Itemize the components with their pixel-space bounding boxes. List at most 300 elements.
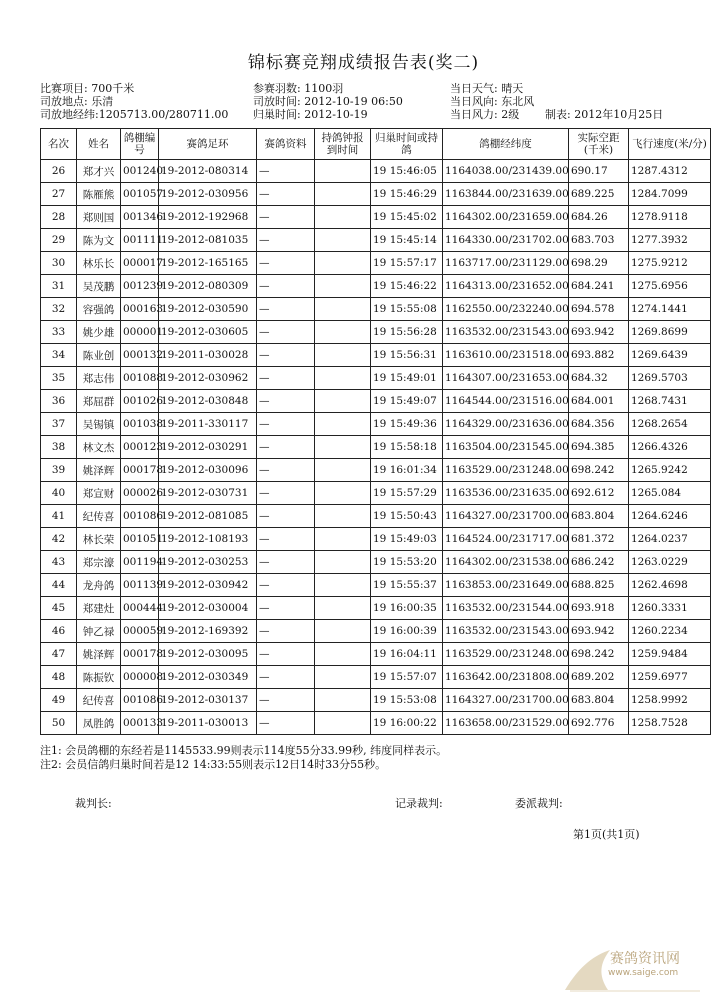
cell-info: —	[257, 344, 315, 367]
cell-ring: 19-2012-030291	[159, 436, 257, 459]
cell-info: —	[257, 183, 315, 206]
release-time: 司放时间: 2012-10-19 06:50	[253, 95, 403, 108]
cell-loft: 000132	[121, 344, 159, 367]
cell-time: 19 16:01:34	[371, 459, 443, 482]
watermark-url: www.saige.com	[608, 968, 679, 978]
table-row	[41, 574, 711, 597]
cell-distance: 688.825	[569, 574, 629, 597]
cell-clock	[315, 505, 371, 528]
cell-ring: 19-2012-030004	[159, 597, 257, 620]
cell-distance: 684.241	[569, 275, 629, 298]
cell-info: —	[257, 505, 315, 528]
cell-distance: 698.242	[569, 643, 629, 666]
table-row	[41, 252, 711, 275]
cell-rank: 30	[41, 252, 77, 275]
cell-name: 姚泽辉	[77, 643, 121, 666]
table-row	[41, 390, 711, 413]
cell-name: 郑则国	[77, 206, 121, 229]
cell-clock	[315, 183, 371, 206]
cell-speed: 1264.0237	[629, 528, 711, 551]
cell-info: —	[257, 321, 315, 344]
cell-distance: 684.001	[569, 390, 629, 413]
cell-loft: 000001	[121, 321, 159, 344]
cell-ring: 19-2012-030731	[159, 482, 257, 505]
cell-clock	[315, 666, 371, 689]
cell-info: —	[257, 712, 315, 735]
cell-time: 19 15:49:01	[371, 367, 443, 390]
cell-loft: 001240	[121, 160, 159, 183]
cell-coords: 1163717.00/231129.00	[443, 252, 569, 275]
release-coords: 司放地经纬:1205713.00/280711.00	[40, 108, 229, 121]
cell-info: —	[257, 482, 315, 505]
cell-speed: 1275.9212	[629, 252, 711, 275]
cell-distance: 683.804	[569, 505, 629, 528]
cell-coords: 1163853.00/231649.00	[443, 574, 569, 597]
cell-speed: 1263.0229	[629, 551, 711, 574]
delegate-referee-label: 委派裁判:	[515, 797, 563, 810]
cell-info: —	[257, 275, 315, 298]
table-row	[41, 321, 711, 344]
cell-speed: 1264.6246	[629, 505, 711, 528]
cell-info: —	[257, 206, 315, 229]
release-location: 司放地点: 乐清	[40, 95, 114, 108]
table-row	[41, 528, 711, 551]
cell-time: 19 15:57:29	[371, 482, 443, 505]
cell-info: —	[257, 666, 315, 689]
cell-ring: 19-2011-030013	[159, 712, 257, 735]
cell-time: 19 15:53:08	[371, 689, 443, 712]
cell-clock	[315, 620, 371, 643]
wind-force: 当日风力: 2级	[450, 108, 520, 121]
table-row	[41, 597, 711, 620]
cell-ring: 19-2012-165165	[159, 252, 257, 275]
cell-clock	[315, 482, 371, 505]
cell-loft: 000017	[121, 252, 159, 275]
cell-clock	[315, 551, 371, 574]
cell-clock	[315, 321, 371, 344]
cell-info: —	[257, 689, 315, 712]
header-info: 赛鸽资料	[257, 129, 315, 160]
cell-ring: 19-2012-030848	[159, 390, 257, 413]
cell-info: —	[257, 574, 315, 597]
cell-ring: 19-2012-030137	[159, 689, 257, 712]
cell-distance: 698.242	[569, 459, 629, 482]
cell-coords: 1164330.00/231702.00	[443, 229, 569, 252]
cell-name: 吴茂鹏	[77, 275, 121, 298]
cell-speed: 1265.9242	[629, 459, 711, 482]
cell-name: 纪传喜	[77, 505, 121, 528]
cell-loft: 001038	[121, 413, 159, 436]
cell-loft: 000178	[121, 643, 159, 666]
cell-distance: 684.26	[569, 206, 629, 229]
cell-clock	[315, 413, 371, 436]
table-row	[41, 298, 711, 321]
cell-loft: 001086	[121, 689, 159, 712]
table-row	[41, 275, 711, 298]
cell-coords: 1164307.00/231653.00	[443, 367, 569, 390]
cell-ring: 19-2012-030942	[159, 574, 257, 597]
cell-ring: 19-2012-169392	[159, 620, 257, 643]
cell-ring: 19-2012-108193	[159, 528, 257, 551]
cell-loft: 000163	[121, 298, 159, 321]
cell-rank: 47	[41, 643, 77, 666]
cell-loft: 000008	[121, 666, 159, 689]
cell-distance: 692.776	[569, 712, 629, 735]
table-row	[41, 206, 711, 229]
cell-coords: 1164544.00/231516.00	[443, 390, 569, 413]
cell-name: 林长荣	[77, 528, 121, 551]
cell-speed: 1269.6439	[629, 344, 711, 367]
cell-time: 19 15:45:14	[371, 229, 443, 252]
cell-name: 容强鸽	[77, 298, 121, 321]
cell-distance: 689.225	[569, 183, 629, 206]
table-row	[41, 459, 711, 482]
cell-time: 19 15:55:37	[371, 574, 443, 597]
cell-distance: 681.372	[569, 528, 629, 551]
table-row	[41, 229, 711, 252]
table-row	[41, 643, 711, 666]
cell-coords: 1164302.00/231538.00	[443, 551, 569, 574]
header-coords: 鸽棚经纬度	[443, 129, 569, 160]
cell-coords: 1163529.00/231248.00	[443, 643, 569, 666]
cell-ring: 19-2011-030028	[159, 344, 257, 367]
record-referee-label: 记录裁判:	[395, 797, 443, 810]
cell-distance: 689.202	[569, 666, 629, 689]
cell-coords: 1163536.00/231635.00	[443, 482, 569, 505]
cell-time: 19 15:55:08	[371, 298, 443, 321]
cell-rank: 45	[41, 597, 77, 620]
chief-referee-label: 裁判长:	[75, 797, 112, 810]
cell-ring: 19-2012-030605	[159, 321, 257, 344]
participant-count: 参赛羽数: 1100羽	[253, 82, 344, 95]
cell-coords: 1164329.00/231636.00	[443, 413, 569, 436]
cell-rank: 37	[41, 413, 77, 436]
table-row	[41, 482, 711, 505]
cell-coords: 1162550.00/232240.00	[443, 298, 569, 321]
cell-clock	[315, 597, 371, 620]
cell-rank: 33	[41, 321, 77, 344]
cell-distance: 683.804	[569, 689, 629, 712]
cell-speed: 1275.6956	[629, 275, 711, 298]
cell-clock	[315, 390, 371, 413]
note-1: 注1: 会员鸽棚的东经若是1145533.99则表示114度55分33.99秒, 纬度同样表示。	[40, 744, 448, 757]
table-row	[41, 367, 711, 390]
cell-distance: 690.17	[569, 160, 629, 183]
table-row	[41, 620, 711, 643]
cell-rank: 34	[41, 344, 77, 367]
cell-name: 林文杰	[77, 436, 121, 459]
cell-time: 19 15:57:07	[371, 666, 443, 689]
cell-time: 19 16:00:22	[371, 712, 443, 735]
cell-time: 19 15:46:05	[371, 160, 443, 183]
cell-rank: 46	[41, 620, 77, 643]
table-row	[41, 160, 711, 183]
cell-loft: 000133	[121, 712, 159, 735]
cell-info: —	[257, 643, 315, 666]
cell-time: 19 16:00:35	[371, 597, 443, 620]
cell-name: 钟乙禄	[77, 620, 121, 643]
cell-coords: 1164327.00/231700.00	[443, 689, 569, 712]
cell-info: —	[257, 298, 315, 321]
cell-time: 19 15:56:31	[371, 344, 443, 367]
cell-ring: 19-2012-080314	[159, 160, 257, 183]
cell-clock	[315, 367, 371, 390]
cell-coords: 1164327.00/231700.00	[443, 505, 569, 528]
cell-distance: 693.942	[569, 620, 629, 643]
cell-distance: 686.242	[569, 551, 629, 574]
cell-clock	[315, 206, 371, 229]
return-time: 归巢时间: 2012-10-19	[253, 108, 368, 121]
cell-clock	[315, 712, 371, 735]
cell-loft: 000059	[121, 620, 159, 643]
cell-time: 19 15:57:17	[371, 252, 443, 275]
cell-time: 19 15:49:36	[371, 413, 443, 436]
cell-name: 龙舟鸽	[77, 574, 121, 597]
cell-info: —	[257, 252, 315, 275]
cell-info: —	[257, 229, 315, 252]
cell-speed: 1262.4698	[629, 574, 711, 597]
cell-ring: 19-2012-030095	[159, 643, 257, 666]
race-project: 比赛项目: 700千米	[40, 82, 135, 95]
cell-time: 19 16:04:11	[371, 643, 443, 666]
cell-info: —	[257, 160, 315, 183]
cell-rank: 43	[41, 551, 77, 574]
cell-ring: 19-2012-030590	[159, 298, 257, 321]
cell-speed: 1269.5703	[629, 367, 711, 390]
cell-speed: 1259.6977	[629, 666, 711, 689]
cell-name: 林乐长	[77, 252, 121, 275]
header-name: 姓名	[77, 129, 121, 160]
cell-loft: 001239	[121, 275, 159, 298]
cell-coords: 1163642.00/231808.00	[443, 666, 569, 689]
cell-name: 郑屈群	[77, 390, 121, 413]
report-title: 锦标赛竞翔成绩报告表(奖二)	[247, 53, 480, 73]
cell-coords: 1163504.00/231545.00	[443, 436, 569, 459]
cell-speed: 1287.4312	[629, 160, 711, 183]
cell-ring: 19-2012-080309	[159, 275, 257, 298]
cell-loft: 001051	[121, 528, 159, 551]
cell-coords: 1164302.00/231659.00	[443, 206, 569, 229]
cell-rank: 48	[41, 666, 77, 689]
cell-time: 19 15:49:07	[371, 390, 443, 413]
cell-loft: 000178	[121, 459, 159, 482]
cell-rank: 35	[41, 367, 77, 390]
cell-name: 姚少雄	[77, 321, 121, 344]
cell-info: —	[257, 436, 315, 459]
cell-rank: 27	[41, 183, 77, 206]
cell-rank: 50	[41, 712, 77, 735]
header-clock: 持鸽钟报到时间	[315, 129, 371, 160]
cell-distance: 694.578	[569, 298, 629, 321]
cell-coords: 1163532.00/231543.00	[443, 321, 569, 344]
cell-loft: 001139	[121, 574, 159, 597]
cell-name: 陈雁熊	[77, 183, 121, 206]
cell-ring: 19-2012-030349	[159, 666, 257, 689]
watermark-brand: 赛鸽资讯网	[610, 951, 680, 967]
cell-distance: 684.356	[569, 413, 629, 436]
header-time: 归巢时间或持鸽	[371, 129, 443, 160]
cell-info: —	[257, 528, 315, 551]
note-2: 注2: 会员信鸽归巢时间若是12 14:33:55则表示12日14时33分55秒。	[40, 758, 387, 771]
cell-time: 19 15:56:28	[371, 321, 443, 344]
cell-ring: 19-2012-030956	[159, 183, 257, 206]
header-ring: 赛鸽足环	[159, 129, 257, 160]
cell-info: —	[257, 551, 315, 574]
cell-info: —	[257, 459, 315, 482]
cell-ring: 19-2012-030096	[159, 459, 257, 482]
cell-distance: 692.612	[569, 482, 629, 505]
cell-name: 郑才兴	[77, 160, 121, 183]
cell-time: 19 15:58:18	[371, 436, 443, 459]
cell-name: 陈振钦	[77, 666, 121, 689]
cell-ring: 19-2012-081035	[159, 229, 257, 252]
header-rank: 名次	[41, 129, 77, 160]
cell-clock	[315, 160, 371, 183]
cell-distance: 694.385	[569, 436, 629, 459]
cell-rank: 38	[41, 436, 77, 459]
made-date: 制表: 2012年10月25日	[545, 108, 664, 121]
cell-time: 19 15:53:20	[371, 551, 443, 574]
cell-clock	[315, 275, 371, 298]
cell-speed: 1258.9992	[629, 689, 711, 712]
cell-distance: 693.918	[569, 597, 629, 620]
cell-loft: 001086	[121, 505, 159, 528]
cell-clock	[315, 252, 371, 275]
cell-speed: 1274.1441	[629, 298, 711, 321]
header-distance: 实际空距(千米)	[569, 129, 629, 160]
cell-loft: 001194	[121, 551, 159, 574]
cell-rank: 40	[41, 482, 77, 505]
cell-name: 郑志伟	[77, 367, 121, 390]
cell-clock	[315, 229, 371, 252]
cell-loft: 001057	[121, 183, 159, 206]
cell-ring: 19-2011-330117	[159, 413, 257, 436]
cell-time: 19 15:45:02	[371, 206, 443, 229]
cell-speed: 1260.2234	[629, 620, 711, 643]
cell-rank: 36	[41, 390, 77, 413]
cell-speed: 1268.2654	[629, 413, 711, 436]
cell-name: 纪传喜	[77, 689, 121, 712]
cell-clock	[315, 298, 371, 321]
table-row	[41, 505, 711, 528]
cell-ring: 19-2012-192968	[159, 206, 257, 229]
table-row	[41, 183, 711, 206]
header-loft: 鸽棚编号	[121, 129, 159, 160]
cell-ring: 19-2012-081085	[159, 505, 257, 528]
cell-clock	[315, 528, 371, 551]
results-table	[40, 128, 711, 735]
header-speed: 飞行速度(米/分)	[629, 129, 711, 160]
cell-time: 19 15:50:43	[371, 505, 443, 528]
cell-ring: 19-2012-030962	[159, 367, 257, 390]
wind-direction: 当日风向: 东北风	[450, 95, 535, 108]
cell-name: 郑宣财	[77, 482, 121, 505]
cell-time: 19 16:00:39	[371, 620, 443, 643]
cell-rank: 26	[41, 160, 77, 183]
cell-speed: 1259.9484	[629, 643, 711, 666]
cell-rank: 32	[41, 298, 77, 321]
cell-time: 19 15:46:29	[371, 183, 443, 206]
cell-clock	[315, 574, 371, 597]
cell-speed: 1277.3932	[629, 229, 711, 252]
cell-info: —	[257, 597, 315, 620]
cell-loft: 001026	[121, 390, 159, 413]
cell-ring: 19-2012-030253	[159, 551, 257, 574]
cell-time: 19 15:46:22	[371, 275, 443, 298]
cell-rank: 41	[41, 505, 77, 528]
cell-distance: 693.882	[569, 344, 629, 367]
cell-coords: 1164313.00/231652.00	[443, 275, 569, 298]
cell-speed: 1258.7528	[629, 712, 711, 735]
cell-distance: 684.32	[569, 367, 629, 390]
cell-name: 郑建灶	[77, 597, 121, 620]
cell-distance: 693.942	[569, 321, 629, 344]
cell-distance: 683.703	[569, 229, 629, 252]
cell-rank: 28	[41, 206, 77, 229]
cell-coords: 1164524.00/231717.00	[443, 528, 569, 551]
table-row	[41, 712, 711, 735]
cell-name: 姚泽辉	[77, 459, 121, 482]
cell-clock	[315, 643, 371, 666]
weather: 当日天气: 晴天	[450, 82, 524, 95]
cell-name: 郑宗濠	[77, 551, 121, 574]
table-row	[41, 551, 711, 574]
cell-coords: 1163610.00/231518.00	[443, 344, 569, 367]
cell-loft: 001111	[121, 229, 159, 252]
cell-speed: 1266.4326	[629, 436, 711, 459]
cell-rank: 31	[41, 275, 77, 298]
cell-coords: 1163844.00/231639.00	[443, 183, 569, 206]
cell-name: 陈业创	[77, 344, 121, 367]
cell-speed: 1265.084	[629, 482, 711, 505]
cell-speed: 1260.3331	[629, 597, 711, 620]
cell-speed: 1284.7099	[629, 183, 711, 206]
cell-clock	[315, 344, 371, 367]
cell-clock	[315, 689, 371, 712]
cell-distance: 698.29	[569, 252, 629, 275]
cell-loft: 000444	[121, 597, 159, 620]
cell-rank: 39	[41, 459, 77, 482]
cell-clock	[315, 459, 371, 482]
cell-rank: 42	[41, 528, 77, 551]
cell-name: 凤胜鸽	[77, 712, 121, 735]
cell-name: 陈为文	[77, 229, 121, 252]
cell-loft: 001346	[121, 206, 159, 229]
cell-rank: 49	[41, 689, 77, 712]
cell-name: 吴锡镇	[77, 413, 121, 436]
page-indicator: 第1页(共1页)	[573, 828, 640, 841]
cell-coords: 1163529.00/231248.00	[443, 459, 569, 482]
table-header	[41, 129, 711, 160]
cell-time: 19 15:49:03	[371, 528, 443, 551]
cell-coords: 1163658.00/231529.00	[443, 712, 569, 735]
cell-loft: 000026	[121, 482, 159, 505]
cell-speed: 1268.7431	[629, 390, 711, 413]
cell-clock	[315, 436, 371, 459]
table-row	[41, 666, 711, 689]
cell-speed: 1278.9118	[629, 206, 711, 229]
cell-coords: 1163532.00/231543.00	[443, 620, 569, 643]
cell-rank: 44	[41, 574, 77, 597]
table-row	[41, 689, 711, 712]
cell-coords: 1164038.00/231439.00	[443, 160, 569, 183]
table-row	[41, 344, 711, 367]
table-row	[41, 436, 711, 459]
cell-info: —	[257, 620, 315, 643]
cell-info: —	[257, 413, 315, 436]
cell-info: —	[257, 367, 315, 390]
table-row	[41, 413, 711, 436]
